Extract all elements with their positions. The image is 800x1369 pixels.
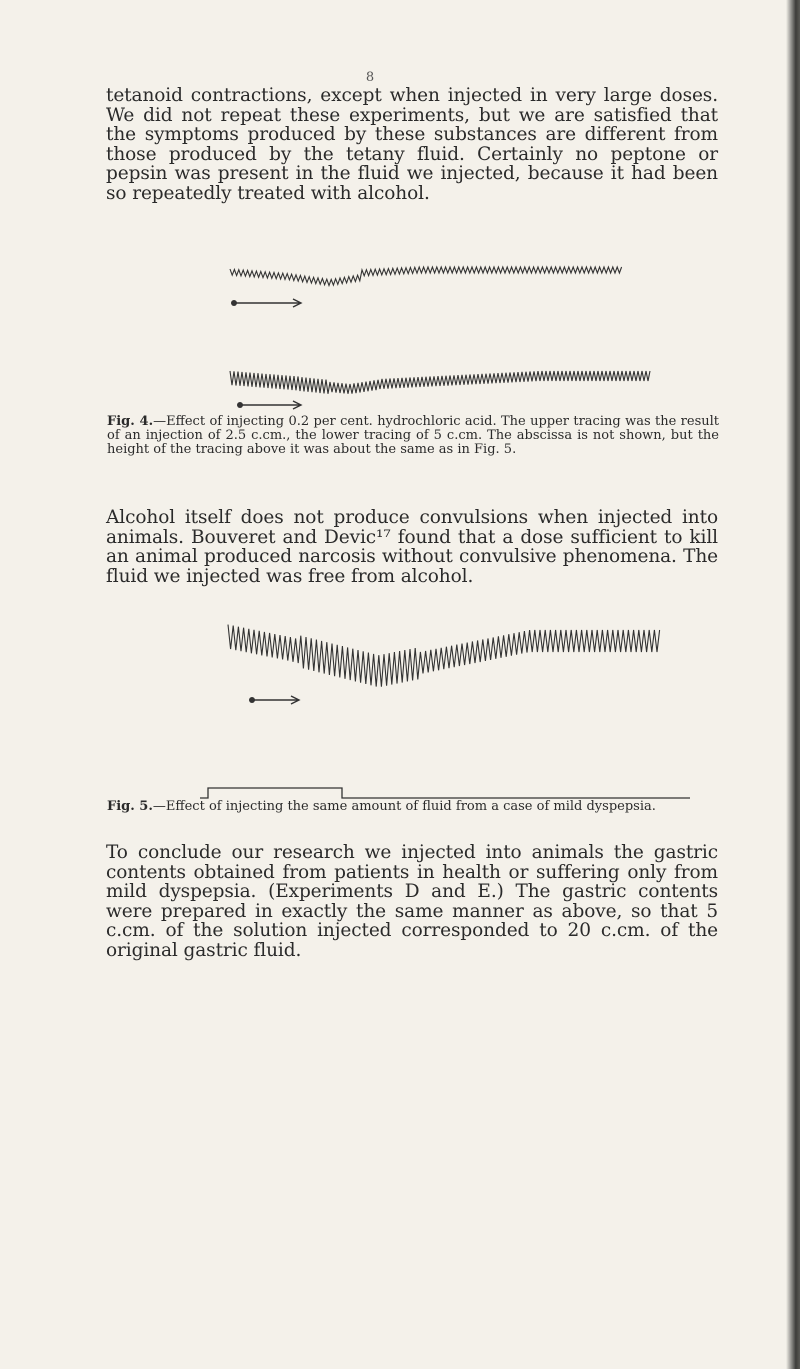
- fig4-upper-tracing: [0, 258, 800, 318]
- fig5-caption: [107, 800, 719, 814]
- paragraph-tetanoid: tetanoid contractions, except when injected in very large doses. We did not repeat these experiments, but we are satisfied that the symptoms produced by these substances are different from those produced by the tetany fluid. Certainly no peptone or pepsin was present in the fluid we injected, because it had been so repeatedly treated with alcohol.: [106, 85, 718, 204]
- fig4-lower-arrow-icon: [237, 401, 301, 409]
- paragraph-alcohol: Alcohol itself does not produce convulsions when injected into animals. Bouveret and Devic¹⁷ found that a dose sufficient to kill an animal produced narcosis without convulsive phenomena. The fluid we injected was free from alcohol.: [106, 507, 718, 587]
- fig4-label: Fig. 4.: [107, 414, 154, 429]
- paragraph-conclusion: To conclude our research we injected into animals the gastric contents obtained from patients in health or suffering only from mild dyspepsia. (Experiments D and E.) The gastric contents were prepared in exactly the same manner as above, so that 5 c.cm. of the solution injected corresponded to 20 c.cm. of the original gastric fluid.: [106, 842, 718, 961]
- fig5-label: Fig. 5.: [107, 799, 153, 814]
- fig4-caption-text: —Effect of injecting 0.2 per cent. hydrochloric acid. The upper tracing was the result of an injection of 2.5 c.cm., the lower tracing of 5 c.cm. The abscissa is not shown, but the height of the tracing above it was about the same as in Fig. 5.: [107, 414, 720, 457]
- fig5-tracing: [0, 615, 800, 735]
- fig4-upper-arrow-icon: [231, 299, 301, 307]
- page-number: 8: [365, 70, 375, 85]
- fig5-arrow-icon: [249, 696, 299, 704]
- fig4-caption: [107, 415, 719, 457]
- fig5-caption-text: —Effect of injecting the same amount of fluid from a case of mild dyspepsia.: [152, 799, 656, 814]
